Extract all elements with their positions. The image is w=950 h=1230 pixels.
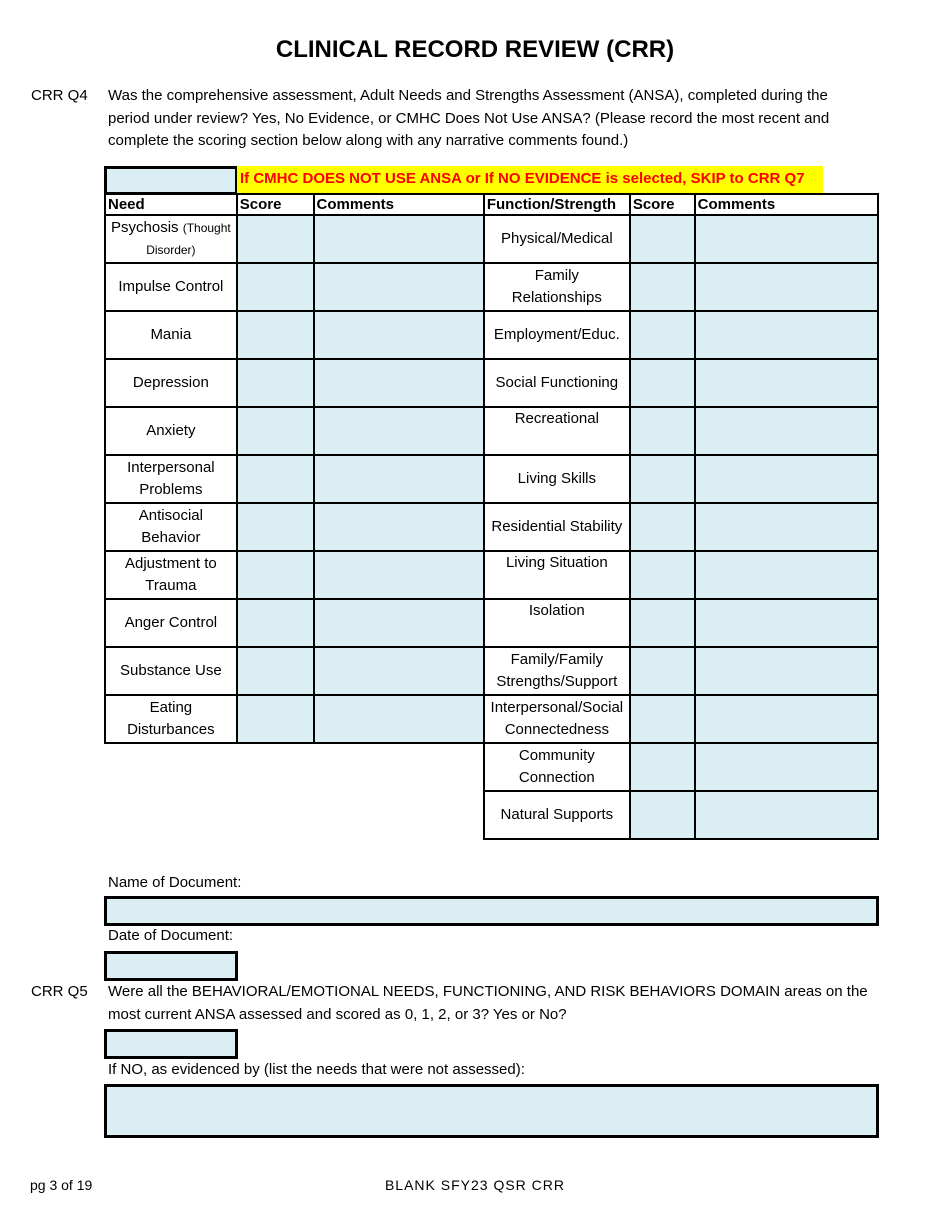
function-score-field[interactable] bbox=[630, 695, 695, 743]
q4-answer-field[interactable] bbox=[104, 166, 238, 195]
function-score-field[interactable] bbox=[630, 455, 695, 503]
need-label: Interpersonal Problems bbox=[105, 455, 237, 503]
need-label: Anxiety bbox=[105, 407, 237, 455]
q5-question-text: Were all the BEHAVIORAL/EMOTIONAL NEEDS, FUNCTIONING, AND RISK BEHAVIORS DOMAIN areas on the most current ANSA assessed and scored as 0, 1, 2, or 3? Yes or No? bbox=[108, 983, 868, 1023]
table-row bbox=[105, 599, 878, 647]
function-label: Interpersonal/Social Connectedness bbox=[484, 695, 630, 743]
function-comments-field[interactable] bbox=[695, 743, 878, 791]
need-comments-field[interactable] bbox=[314, 455, 484, 503]
unassessed-needs-field[interactable] bbox=[104, 1084, 879, 1138]
name-of-document-label: Name of Document: bbox=[108, 874, 242, 891]
if-no-evidence-label: If NO, as evidenced by (list the needs that were not assessed): bbox=[108, 1061, 525, 1078]
need-comments-field[interactable] bbox=[314, 695, 484, 743]
table-row bbox=[105, 311, 878, 359]
page-number: pg 3 of 19 bbox=[30, 1177, 93, 1193]
function-score-field[interactable] bbox=[630, 359, 695, 407]
function-label: Community Connection bbox=[484, 743, 630, 791]
need-comments-field[interactable] bbox=[314, 215, 484, 263]
function-comments-field[interactable] bbox=[695, 455, 878, 503]
function-score-field[interactable] bbox=[630, 503, 695, 551]
function-score-field[interactable] bbox=[630, 791, 695, 839]
function-score-field[interactable] bbox=[630, 743, 695, 791]
function-comments-field[interactable] bbox=[695, 359, 878, 407]
need-score-field[interactable] bbox=[237, 455, 314, 503]
function-label: Social Functioning bbox=[484, 359, 630, 407]
function-label: Natural Supports bbox=[484, 791, 630, 839]
date-of-document-label: Date of Document: bbox=[108, 927, 234, 944]
need-score-field[interactable] bbox=[237, 311, 314, 359]
table-row bbox=[105, 263, 878, 311]
need-label: Impulse Control bbox=[105, 263, 237, 311]
q5-answer-field[interactable] bbox=[104, 1029, 238, 1059]
table-row bbox=[105, 407, 878, 455]
score-header: Score bbox=[237, 194, 314, 215]
function-label: Family Relationships bbox=[484, 263, 630, 311]
need-score-field[interactable] bbox=[237, 407, 314, 455]
need-score-field[interactable] bbox=[237, 695, 314, 743]
table-row bbox=[105, 743, 878, 791]
table-row bbox=[105, 791, 878, 839]
function-label: Living Skills bbox=[484, 455, 630, 503]
score-header: Score bbox=[630, 194, 695, 215]
function-strength-header: Function/Strength bbox=[484, 194, 630, 215]
need-comments-field[interactable] bbox=[314, 311, 484, 359]
function-score-field[interactable] bbox=[630, 599, 695, 647]
need-label: Eating Disturbances bbox=[105, 695, 237, 743]
function-label: Employment/Educ. bbox=[484, 311, 630, 359]
comments-header: Comments bbox=[695, 194, 878, 215]
function-comments-field[interactable] bbox=[695, 311, 878, 359]
need-comments-field[interactable] bbox=[314, 263, 484, 311]
function-label: Family/Family Strengths/Support bbox=[484, 647, 630, 695]
page-title: CLINICAL RECORD REVIEW (CRR) bbox=[275, 36, 675, 63]
need-label: Substance Use bbox=[105, 647, 237, 695]
need-comments-field[interactable] bbox=[314, 407, 484, 455]
table-row bbox=[105, 503, 878, 551]
need-comments-field[interactable] bbox=[314, 503, 484, 551]
function-comments-field[interactable] bbox=[695, 791, 878, 839]
need-score-field[interactable] bbox=[237, 647, 314, 695]
function-label: Isolation bbox=[484, 599, 630, 647]
table-row bbox=[105, 647, 878, 695]
comments-header: Comments bbox=[314, 194, 484, 215]
function-score-field[interactable] bbox=[630, 407, 695, 455]
function-score-field[interactable] bbox=[630, 215, 695, 263]
need-score-field[interactable] bbox=[237, 551, 314, 599]
skip-instruction-banner: If CMHC DOES NOT USE ANSA or If NO EVIDENCE is selected, SKIP to CRR Q7 bbox=[237, 166, 823, 193]
need-label: Antisocial Behavior bbox=[105, 503, 237, 551]
need-comments-field[interactable] bbox=[314, 599, 484, 647]
document-footer-name: BLANK SFY23 QSR CRR bbox=[384, 1177, 566, 1193]
function-comments-field[interactable] bbox=[695, 215, 878, 263]
table-row bbox=[105, 359, 878, 407]
need-label: Adjustment to Trauma bbox=[105, 551, 237, 599]
ansa-scoring-table bbox=[104, 193, 879, 840]
function-score-field[interactable] bbox=[630, 311, 695, 359]
need-score-field[interactable] bbox=[237, 503, 314, 551]
function-comments-field[interactable] bbox=[695, 407, 878, 455]
need-score-field[interactable] bbox=[237, 215, 314, 263]
function-comments-field[interactable] bbox=[695, 695, 878, 743]
q5-label: CRR Q5 bbox=[31, 983, 88, 1000]
date-of-document-field[interactable] bbox=[104, 951, 238, 981]
function-comments-field[interactable] bbox=[695, 647, 878, 695]
function-label: Residential Stability bbox=[484, 503, 630, 551]
q4-label: CRR Q4 bbox=[31, 87, 88, 104]
need-header: Need bbox=[105, 194, 237, 215]
need-label: Mania bbox=[105, 311, 237, 359]
table-row bbox=[105, 695, 878, 743]
table-row bbox=[105, 215, 878, 263]
need-label: Psychosis (Thought Disorder) bbox=[105, 215, 237, 263]
function-score-field[interactable] bbox=[630, 263, 695, 311]
table-header-row bbox=[105, 194, 878, 215]
need-comments-field[interactable] bbox=[314, 359, 484, 407]
table-row bbox=[105, 551, 878, 599]
need-score-field[interactable] bbox=[237, 359, 314, 407]
function-label: Living Situation bbox=[484, 551, 630, 599]
function-score-field[interactable] bbox=[630, 647, 695, 695]
q4-question-text: Was the comprehensive assessment, Adult Needs and Strengths Assessment (ANSA), completed during the period under review? Yes, No Evidence, or CMHC Does Not Use ANSA? (Please record the most recent and complete the scoring section below along with any narrative comments found.) bbox=[108, 87, 830, 149]
function-comments-field[interactable] bbox=[695, 551, 878, 599]
function-label: Recreational bbox=[484, 407, 630, 455]
need-label: Depression bbox=[105, 359, 237, 407]
table-row bbox=[105, 455, 878, 503]
need-comments-field[interactable] bbox=[314, 647, 484, 695]
need-label: Anger Control bbox=[105, 599, 237, 647]
need-score-field[interactable] bbox=[237, 599, 314, 647]
function-comments-field[interactable] bbox=[695, 263, 878, 311]
need-score-field[interactable] bbox=[237, 263, 314, 311]
function-comments-field[interactable] bbox=[695, 503, 878, 551]
name-of-document-field[interactable] bbox=[104, 896, 879, 926]
function-label: Physical/Medical bbox=[484, 215, 630, 263]
function-comments-field[interactable] bbox=[695, 599, 878, 647]
need-comments-field[interactable] bbox=[314, 551, 484, 599]
function-score-field[interactable] bbox=[630, 551, 695, 599]
